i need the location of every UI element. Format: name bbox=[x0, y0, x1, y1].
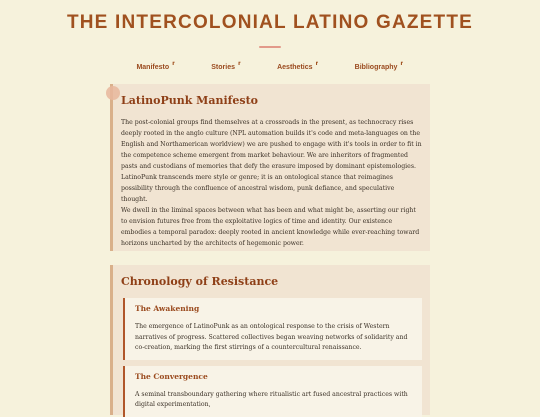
event-text: A seminal transboundary gathering where ritualistic art fused ancestral practices with digital experimentation, bbox=[135, 390, 408, 408]
nav-item-label: Bibliography bbox=[354, 64, 398, 71]
nav-manifesto[interactable] bbox=[136, 61, 176, 71]
event-title: The Convergence bbox=[135, 371, 208, 381]
manifesto-section bbox=[110, 84, 430, 251]
event-title: The Awakening bbox=[135, 304, 200, 313]
chronology-title: Chronology of Resistance bbox=[121, 275, 279, 288]
manifesto-paragraph: We dwell in the liminal spaces between what has been and what might be, asserting our right to envision futures free from the exploitative logics of time and identity. Our existence embodies a temporal paradox: deeply rooted in ancient knowledge while ever-reaching toward horizons uncharted by the architects of hegemonic power. bbox=[121, 207, 420, 247]
nav-item-label: Aesthetics bbox=[277, 64, 313, 71]
nav-stories[interactable] bbox=[211, 61, 242, 71]
nav-bibliography[interactable] bbox=[354, 61, 404, 71]
chronology-section bbox=[110, 265, 430, 415]
flag-icon: ⸢ bbox=[172, 61, 176, 70]
timeline-event bbox=[123, 298, 422, 360]
flag-icon: ⸢ bbox=[315, 61, 319, 70]
flag-icon: ⸢ bbox=[237, 61, 242, 70]
manifesto-title: LatinoPunk Manifesto bbox=[121, 94, 258, 107]
site-title: THE INTERCOLONIAL LATINO GAZETTE bbox=[66, 12, 474, 33]
site-header bbox=[0, 0, 540, 71]
title-divider bbox=[259, 46, 281, 48]
decorative-dot bbox=[106, 86, 120, 100]
manifesto-paragraph: The post-colonial groups find themselves at a crossroads in the present, as technocracy rises deeply rooted in the anglo culture (NPL automation builds it's code and meta-languages on the English and Northamerican worldview) we are pushed to engage with it's tools in order to fit in the competence scheme emergent from market behaviour. We are inheritors of fragmented pasts and custodians of memories that defy the erasure imposed by dominant epistemologies. LatinoPunk transcends mere style or genre; it is an ontological stance that reimagines possibility through the confluence of ancestral wisdom, punk defiance, and speculative thought. bbox=[121, 119, 422, 203]
nav-aesthetics[interactable] bbox=[277, 61, 319, 71]
nav-item-label: Manifesto bbox=[136, 64, 170, 71]
timeline-event bbox=[123, 366, 422, 417]
event-text: The emergence of LatinoPunk as an ontological response to the crisis of Western narratives of progress. Scattered collectives began weaving networks of solidarity and co-creation, marking the first stirrings of a countercultural renaissance. bbox=[135, 323, 408, 351]
flag-icon: ⸢ bbox=[400, 61, 404, 70]
nav-item-label: Stories bbox=[211, 64, 235, 71]
main-nav bbox=[0, 61, 540, 71]
